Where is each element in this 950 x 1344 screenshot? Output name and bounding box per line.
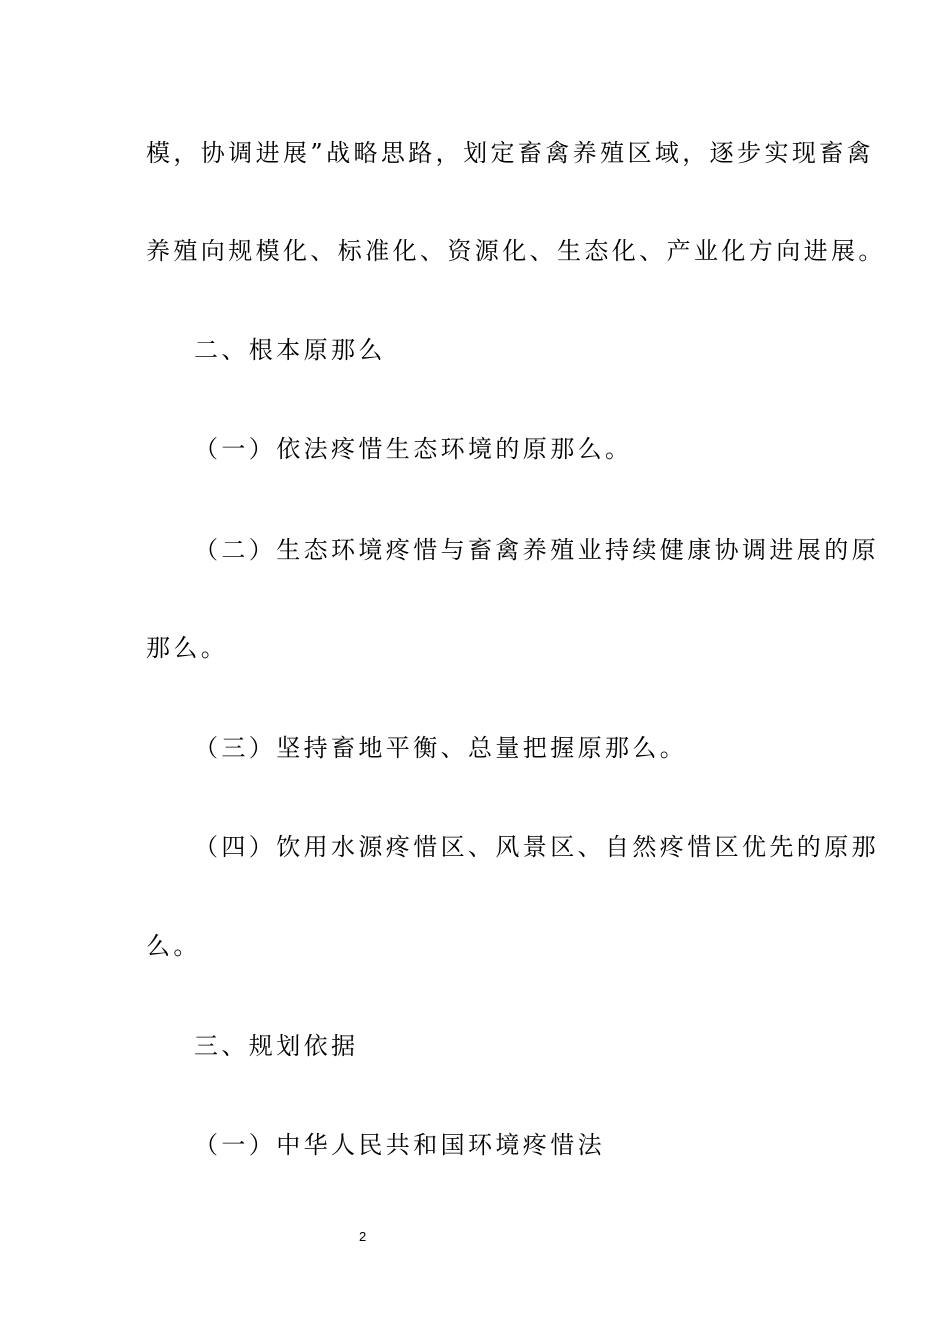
- list-item: （三）坚持畜地平衡、总量把握原那么。: [194, 734, 688, 762]
- list-item-continuation: 那么。: [146, 634, 229, 662]
- section-heading: 三、规划依据: [194, 1032, 359, 1060]
- body-text-line: 养殖向规模化、标准化、资源化、生态化、产业化方向进展。: [146, 237, 886, 265]
- section-heading: 二、根本原那么: [194, 336, 386, 364]
- list-item: （四）饮用水源疼惜区、风景区、自然疼惜区优先的原那: [194, 833, 879, 861]
- list-item-continuation: 么。: [146, 932, 201, 960]
- page-number: 2: [359, 1229, 367, 1244]
- list-item: （一）中华人民共和国环境疼惜法: [194, 1131, 605, 1159]
- list-item: （二）生态环境疼惜与畜禽养殖业持续健康协调进展的原: [194, 536, 879, 564]
- body-text-line: 模，协调进展”战略思路，划定畜禽养殖区域，逐步实现畜禽: [146, 139, 875, 167]
- list-item: （一）依法疼惜生态环境的原那么。: [194, 435, 633, 463]
